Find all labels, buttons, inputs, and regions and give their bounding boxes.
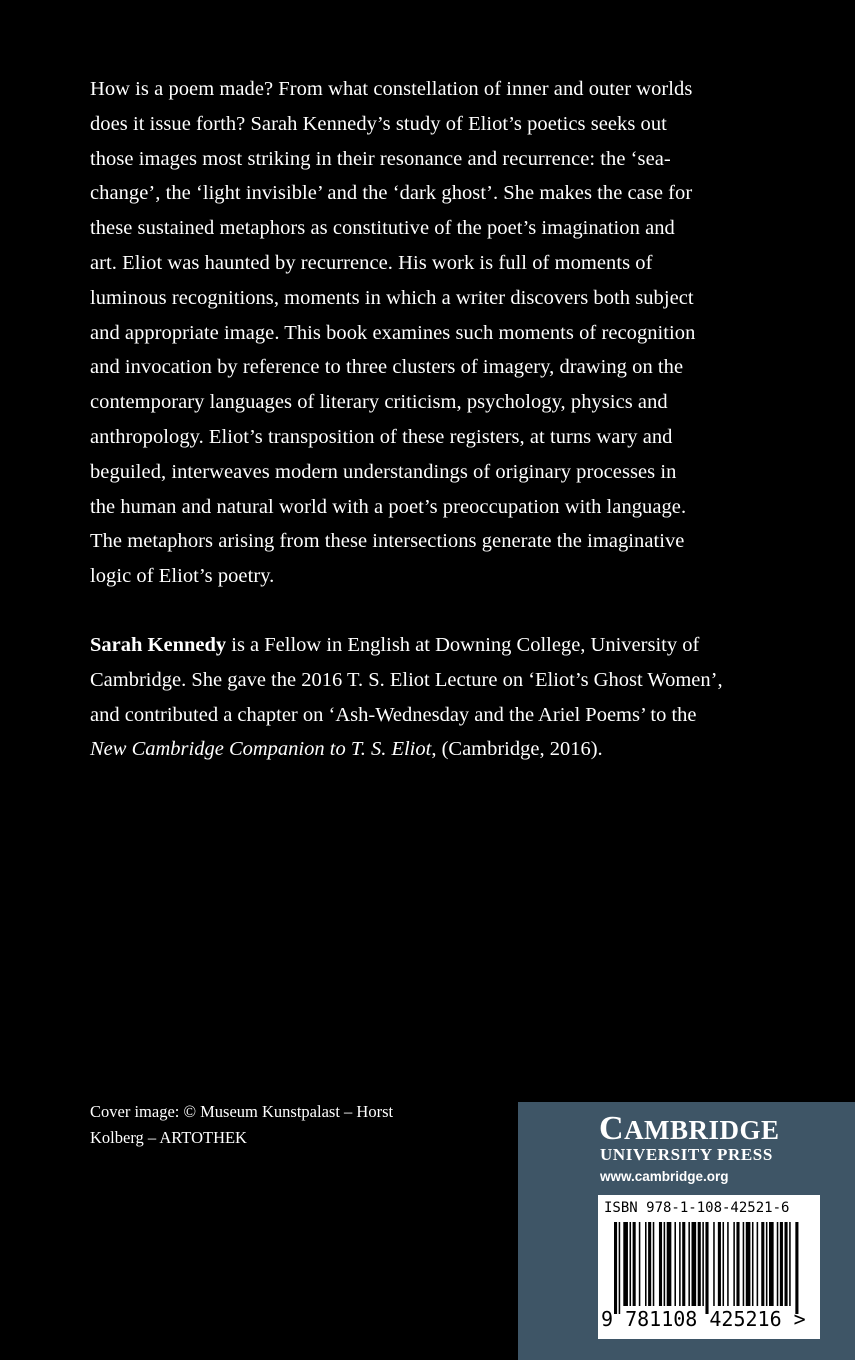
blurb-paragraph: [90, 72, 770, 594]
barcode-bar: [757, 1222, 759, 1306]
blurb-line: logic of Eliot’s poetry.: [90, 565, 275, 588]
blurb-line: How is a poem made? From what constellation of inner and outer worlds: [90, 78, 693, 100]
barcode-bar: [664, 1222, 666, 1306]
barcode-bar: [752, 1222, 754, 1306]
barcode-bar: [780, 1222, 783, 1306]
barcode-digits: 9 781108 425216 >: [601, 1307, 806, 1331]
barcode-bar: [667, 1222, 672, 1306]
barcode-bar: [645, 1222, 647, 1306]
blurb-line: anthropology. Eliot’s transposition of these registers, at turns wary and: [90, 425, 673, 448]
publisher-url: www.cambridge.org: [600, 1169, 729, 1184]
barcode-bar: [679, 1222, 681, 1306]
barcode-bar: [789, 1222, 791, 1306]
barcode-bar: [733, 1222, 735, 1306]
barcode-bar: [653, 1222, 655, 1306]
blurb-line: the human and natural world with a poet’s preoccupation with language.: [90, 495, 687, 518]
blurb-line: beguiled, interweaves modern understandings of originary processes in: [90, 460, 677, 483]
author-bio-text-4: , (Cambridge, 2016).: [431, 738, 603, 761]
publisher-name: CAMBRIDGE: [599, 1110, 780, 1147]
blurb: [90, 72, 770, 594]
isbn-text: ISBN 978-1-108-42521-6: [604, 1200, 790, 1216]
blurb-line: these sustained metaphors as constitutive of the poet’s imagination and: [90, 217, 675, 240]
barcode-bar: [723, 1222, 725, 1306]
barcode-label: [598, 1195, 820, 1339]
author-name: Sarah Kennedy: [90, 634, 227, 656]
credit-line-1: Cover image: © Museum Kunstpalast – Horst: [90, 1102, 394, 1121]
author-bio-line-2: Cambridge. She gave the 2016 T. S. Eliot Lecture on ‘Eliot’s Ghost Women’,: [90, 668, 723, 691]
blurb-line: does it issue forth? Sarah Kennedy’s study of Eliot’s poetics seeks out: [90, 112, 667, 135]
barcode-bar: [777, 1222, 779, 1306]
author-bio-line-1: [90, 628, 790, 663]
barcode-bar: [648, 1222, 651, 1306]
blurb-line: contemporary languages of literary criticism, psychology, physics and: [90, 391, 668, 414]
blurb-line: and invocation by reference to three clusters of imagery, drawing on the: [90, 356, 684, 379]
barcode-bar: [674, 1222, 676, 1306]
barcode-bar: [698, 1222, 701, 1306]
barcode-bar: [623, 1222, 628, 1306]
publisher-subname: UNIVERSITY PRESS: [600, 1145, 773, 1164]
barcode-bar: [688, 1222, 690, 1306]
barcode-bar: [705, 1222, 708, 1314]
barcode-bar: [743, 1222, 745, 1306]
author-bio: [90, 628, 790, 767]
barcode-bar: [713, 1222, 715, 1306]
book-title: New Cambridge Companion to T. S. Eliot: [90, 738, 432, 761]
barcode-bar: [692, 1222, 697, 1306]
blurb-line: luminous recognitions, moments in which a writer discovers both subject: [90, 286, 694, 309]
publisher-logo-wordmark: [599, 1110, 780, 1148]
barcode-bar: [746, 1222, 751, 1306]
barcode-bar: [795, 1222, 798, 1314]
barcode-bar: [614, 1222, 617, 1314]
blurb-line: and appropriate image. This book examines such moments of recognition: [90, 321, 696, 344]
blurb-line: The metaphors arising from these intersections generate the imaginative: [90, 530, 685, 553]
cover-image-credit: [90, 1099, 490, 1151]
barcode-bar: [736, 1222, 739, 1306]
blurb-line: art. Eliot was haunted by recurrence. His work is full of moments of: [90, 251, 653, 274]
blurb-line: change’, the ‘light invisible’ and the ‘dark ghost’. She makes the case for: [90, 182, 693, 205]
barcode-bar: [659, 1222, 662, 1306]
barcode-bar: [619, 1222, 621, 1314]
author-bio-paragraph: [90, 628, 790, 767]
author-bio-line-4: [90, 732, 790, 767]
barcode-bar: [761, 1222, 764, 1306]
barcode-bar: [633, 1222, 636, 1306]
barcode-bar: [718, 1222, 721, 1306]
publisher-panel: [518, 1102, 855, 1360]
author-bio-text-1: is a Fellow in English at Downing College, University of: [226, 634, 700, 656]
barcode-bar: [630, 1222, 632, 1306]
barcode-bar: [769, 1222, 774, 1306]
barcode-bar: [785, 1222, 788, 1306]
blurb-line: those images most striking in their resonance and recurrence: the ‘sea-: [90, 147, 671, 170]
barcode-bar: [682, 1222, 685, 1306]
barcode-bar: [639, 1222, 641, 1306]
author-bio-line-3: and contributed a chapter on ‘Ash-Wednesday and the Ariel Poems’ to the: [90, 703, 697, 726]
barcode-bar: [702, 1222, 704, 1306]
barcode-bar: [766, 1222, 768, 1306]
barcode-bar: [727, 1222, 729, 1306]
credit-line-2: Kolberg – ARTOTHEK: [90, 1128, 247, 1147]
